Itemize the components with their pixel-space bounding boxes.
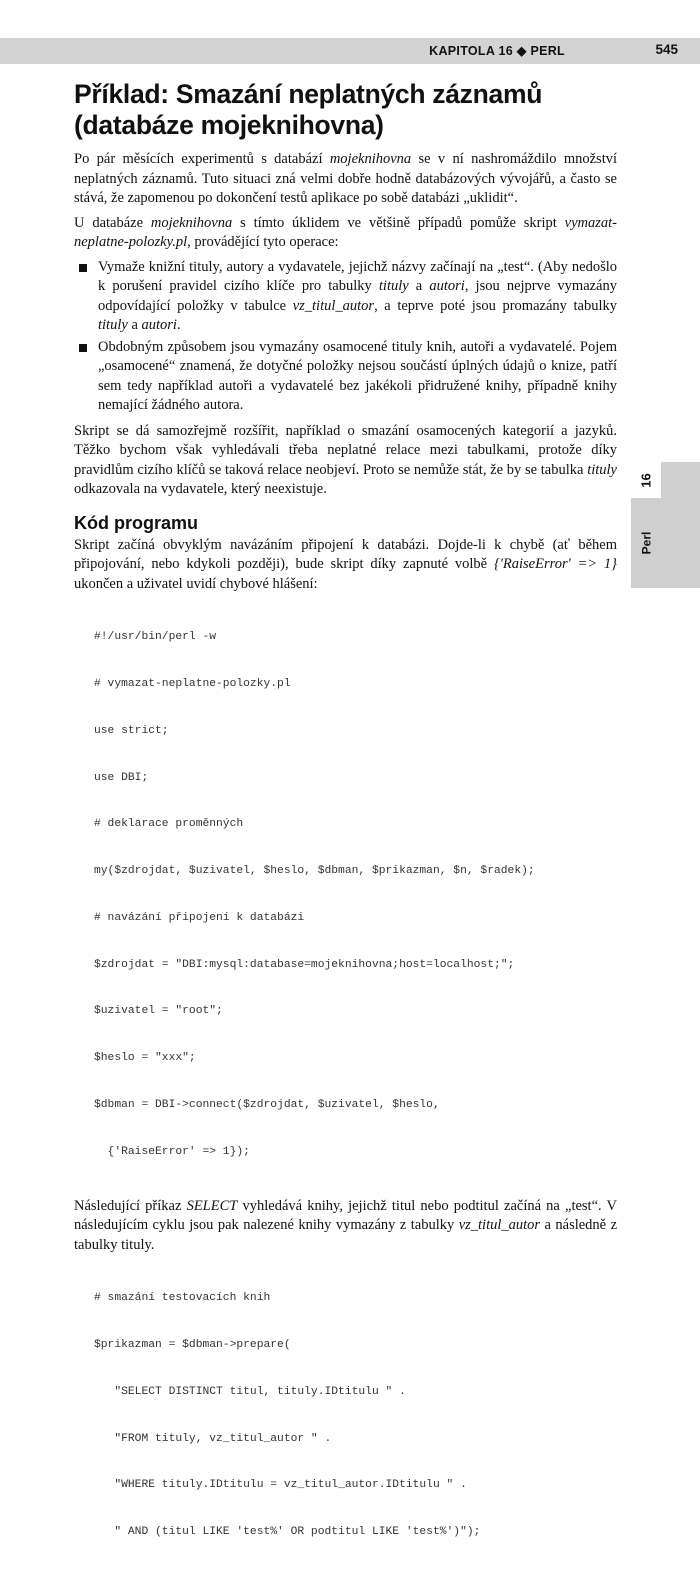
paragraph-script: U databáze mojeknihovna s tímto úklidem ve většině případů pomůže skript vymazat-neplatne-polozky.pl, provádějící tyto operace:	[74, 214, 617, 250]
chapter-tab-number: 16	[631, 462, 661, 498]
bullet-square-icon	[79, 344, 87, 352]
operations-list	[74, 258, 617, 416]
code-line: $heslo = "xxx";	[94, 1052, 196, 1065]
paragraph-extension: Skript se dá samozřejmě rozšířit, například o smazání osamocených kategorií a jazyků. Těžko bychom však vyhledávali třeba neplatné relace mezi tabulkami, protože díky pravidlům cizího klíčů se taková relace neobjeví. Proto se nemůže stát, že by se tabulka tituly odkazovala na vydavatele, který neexistuje.	[74, 422, 617, 497]
code-line: "FROM tituly, vz_titul_autor " .	[94, 1432, 332, 1445]
code-line: # smazání testovacích knih	[94, 1292, 271, 1305]
bullet-square-icon	[79, 264, 87, 272]
code-line: # deklarace proměnných	[94, 818, 244, 831]
chapter-title: KAPITOLA 16 ◆ PERL	[429, 44, 565, 58]
chapter-thumb-tab	[631, 462, 700, 588]
chapter-tab-label: Perl	[639, 531, 653, 555]
code-line: "SELECT DISTINCT titul, tituly.IDtitulu " .	[94, 1385, 406, 1398]
page-title: Příklad: Smazání neplatných záznamů (databáze mojeknihovna)	[74, 79, 543, 140]
code-line: " AND (titul LIKE 'test%' OR podtitul LIKE 'test%')");	[94, 1526, 481, 1539]
code-listing-connect	[94, 599, 617, 1192]
paragraph-intro: Po pár měsících experimentů s databází mojeknihovna se v ní nashromáždilo množství neplatných záznamů. Tuto situaci zná velmi dobře hodně databázových vývojářů, a často se stává, že zapomenou po dokončení testů aplikace po sobě databázi „uklidit“.	[74, 151, 618, 206]
code-line: use strict;	[94, 724, 169, 737]
code-line: "WHERE tituly.IDtitulu = vz_titul_autor.IDtitulu " .	[94, 1479, 467, 1492]
page-number: 545	[655, 42, 678, 57]
page-body	[74, 79, 617, 1577]
paragraph-select: Následující příkaz SELECT vyhledává knihy, jejichž titul nebo podtitul začíná na „test“. V následujícím cyklu jsou pak nalezené knihy vymazány z tabulky vz_titul_autor a následně z tabulky tituly.	[74, 1197, 618, 1253]
code-listing-select	[94, 1260, 617, 1572]
code-line: # navázání připojení k databázi	[94, 911, 305, 924]
paragraph-connection: Skript začíná obvyklým navázáním připojení k databázi. Dojde-li k chybě (ať během připojování, nebo kdykoli později), bude skript díky zapnuté volbě {'RaiseError' => 1} ukončen a uživatel uvidí chybové hlášení:	[74, 536, 617, 592]
code-line: # vymazat-neplatne-polozky.pl	[94, 677, 291, 690]
running-header	[0, 38, 700, 64]
code-line: $uzivatel = "root";	[94, 1005, 223, 1018]
code-line: use DBI;	[94, 771, 149, 784]
list-item: Obdobným způsobem jsou vymazány osamocené tituly knih, autoři a vydavatelé. Pojem „osamocené“ znamená, že dotyčné položky nejsou součástí úplných údajů o knize, patří sem tedy například autoři a vydavatelé bez jakékoli přidružené knihy, případně knihy nemající žádného autora.	[74, 338, 617, 416]
code-line: $prikazman = $dbman->prepare(	[94, 1339, 291, 1352]
code-line: $dbman = DBI->connect($zdrojdat, $uzivatel, $heslo,	[94, 1099, 440, 1111]
code-line: {'RaiseError' => 1});	[94, 1145, 250, 1158]
code-line: my($zdrojdat, $uzivatel, $heslo, $dbman, $prikazman, $n, $radek);	[94, 865, 535, 878]
code-line: $zdrojdat = "DBI:mysql:database=mojeknihovna;host=localhost;";	[94, 958, 515, 971]
section-heading: Kód programu	[74, 512, 198, 533]
code-line: #!/usr/bin/perl -w	[94, 631, 217, 644]
list-item: Vymaže knižní tituly, autory a vydavatele, jejichž názvy začínají na „test“. (Aby nedošlo k porušení pravidel cizího klíče pro tabulky tituly a autori, jsou nejprve vymazány odpovídající položky v tabulce vz_titul_autor, a teprve poté jsou promazány tabulky tituly a autori.	[74, 258, 617, 336]
